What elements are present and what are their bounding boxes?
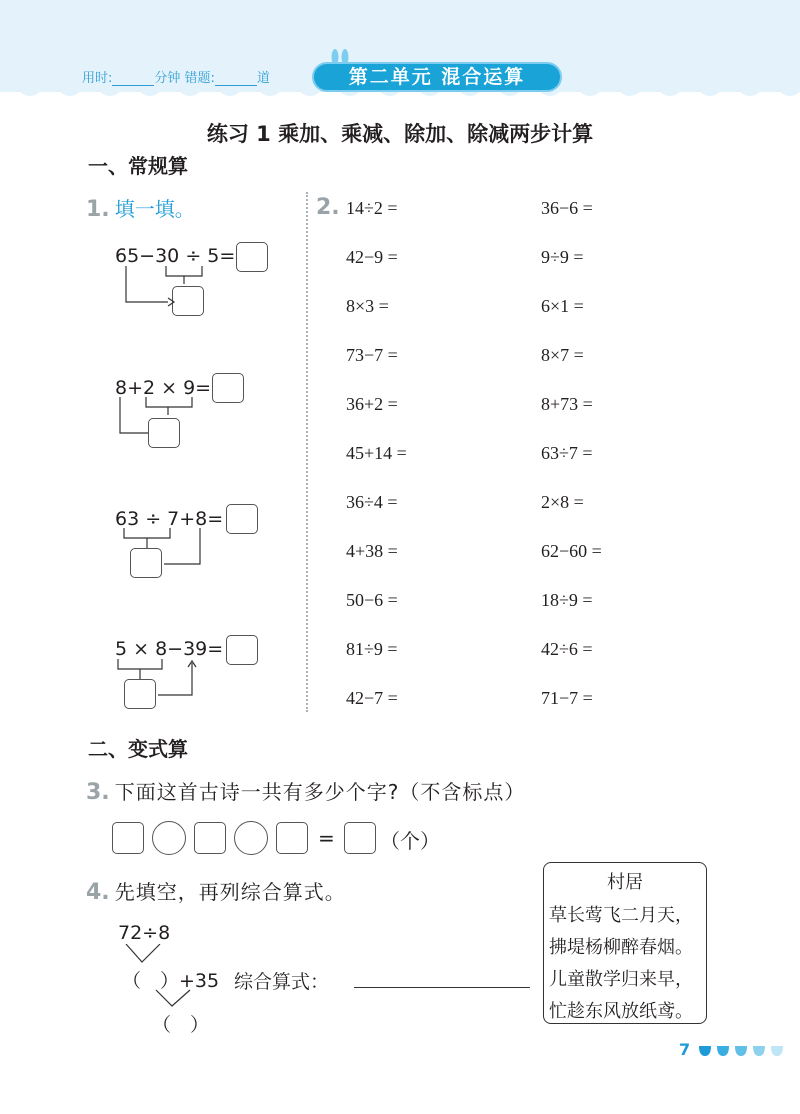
- q1-arrows-1: [110, 262, 220, 312]
- q3-answer-box[interactable]: [344, 822, 376, 854]
- q4-middle-expr: （ ）+35: [122, 970, 220, 992]
- wrong-label: 错题:: [184, 71, 215, 86]
- calc-item: 42−9 =: [346, 247, 398, 267]
- q3-operator-circle-1[interactable]: [152, 821, 186, 855]
- column-divider: [306, 192, 308, 712]
- answer-box-3a[interactable]: [226, 504, 258, 534]
- q1-arrows-4: [110, 655, 220, 705]
- calc-item: 2×8 =: [541, 492, 584, 512]
- answer-box-4a[interactable]: [226, 635, 258, 665]
- q3-box-3[interactable]: [276, 822, 308, 854]
- calc-item: 36+2 =: [346, 394, 398, 414]
- q3-heading: [86, 776, 525, 805]
- poem-line-1: 草长莺飞二月天，: [549, 905, 693, 926]
- calc-item: 45+14 =: [346, 443, 407, 463]
- question-label: 道: [256, 71, 270, 86]
- calc-item: 71−7 =: [541, 688, 593, 708]
- calc-item: 36−6 =: [541, 198, 593, 218]
- q4-heading: [86, 876, 346, 905]
- q4-top-expr: 72÷8: [118, 922, 171, 944]
- q3-text: 下面这首古诗一共有多少个字?（不含标点）: [114, 780, 526, 804]
- section-1-heading: 一、常规算: [88, 154, 188, 178]
- q1-expr-3: 63 ÷ 7+8=: [115, 508, 224, 530]
- answer-box-1a[interactable]: [236, 242, 268, 272]
- calc-item: 18÷9 =: [541, 590, 593, 610]
- q4-bottom-blank[interactable]: （ ）: [152, 1014, 210, 1036]
- poem-line-4: 忙趁东风放纸鸢。: [549, 1001, 693, 1022]
- calc-item: 8×7 =: [541, 345, 584, 365]
- time-label: 用时:: [82, 71, 113, 86]
- q1-arrows-2: [110, 393, 220, 443]
- time-record: [82, 67, 270, 86]
- calc-item: 8+73 =: [541, 394, 593, 414]
- calc-item: 81÷9 =: [346, 639, 398, 659]
- calc-item: 8×3 =: [346, 296, 389, 316]
- calc-item: 42−7 =: [346, 688, 398, 708]
- section-2-heading: 二、变式算: [88, 737, 188, 761]
- q3-box-2[interactable]: [194, 822, 226, 854]
- minute-label: 分钟: [154, 71, 181, 86]
- q1-heading: [86, 193, 195, 222]
- q3-number: 3.: [86, 780, 110, 805]
- calc-item: 63÷7 =: [541, 443, 593, 463]
- calc-item: 9÷9 =: [541, 247, 584, 267]
- q4-combined-label: 综合算式：: [234, 971, 330, 993]
- poem-line-2: 拂堤杨柳醉春烟。: [549, 937, 693, 958]
- q1-arrows-3: [110, 524, 220, 574]
- unit-title: 第二单元 混合运算: [348, 66, 526, 88]
- q3-equals: =: [318, 826, 335, 850]
- calc-item: 73−7 =: [346, 345, 398, 365]
- calc-item: 14÷2 =: [346, 198, 398, 218]
- q3-operator-circle-2[interactable]: [234, 821, 268, 855]
- lesson-title: 练习 1 乘加、乘减、除加、除减两步计算: [206, 122, 594, 146]
- time-blank[interactable]: [112, 73, 154, 86]
- poem-line-3: 儿童散学归来早，: [549, 969, 693, 990]
- calc-item: 42÷6 =: [541, 639, 593, 659]
- poem-title: 村居: [607, 872, 643, 893]
- calc-item: 62−60 =: [541, 541, 602, 561]
- calc-item: 6×1 =: [541, 296, 584, 316]
- wrong-blank[interactable]: [215, 73, 257, 86]
- q2-number: 2.: [316, 195, 340, 220]
- q3-box-1[interactable]: [112, 822, 144, 854]
- q1-text: 填一填。: [114, 197, 195, 221]
- q4-answer-line[interactable]: [354, 987, 530, 988]
- calc-item: 4+38 =: [346, 541, 398, 561]
- q1-expr-4: 5 × 8−39=: [115, 638, 224, 660]
- q4-number: 4.: [86, 880, 110, 905]
- q4-text: 先填空，再列综合算式。: [114, 880, 346, 904]
- calc-item: 36÷4 =: [346, 492, 398, 512]
- q1-expr-1: 65−30 ÷ 5=: [115, 245, 236, 267]
- q3-unit: （个）: [380, 829, 440, 853]
- calc-item: 50−6 =: [346, 590, 398, 610]
- q1-expr-2: 8+2 × 9=: [115, 377, 212, 399]
- q1-number: 1.: [86, 197, 110, 222]
- page-number: 7: [679, 1040, 691, 1059]
- page-decoration-icon: [697, 1044, 793, 1060]
